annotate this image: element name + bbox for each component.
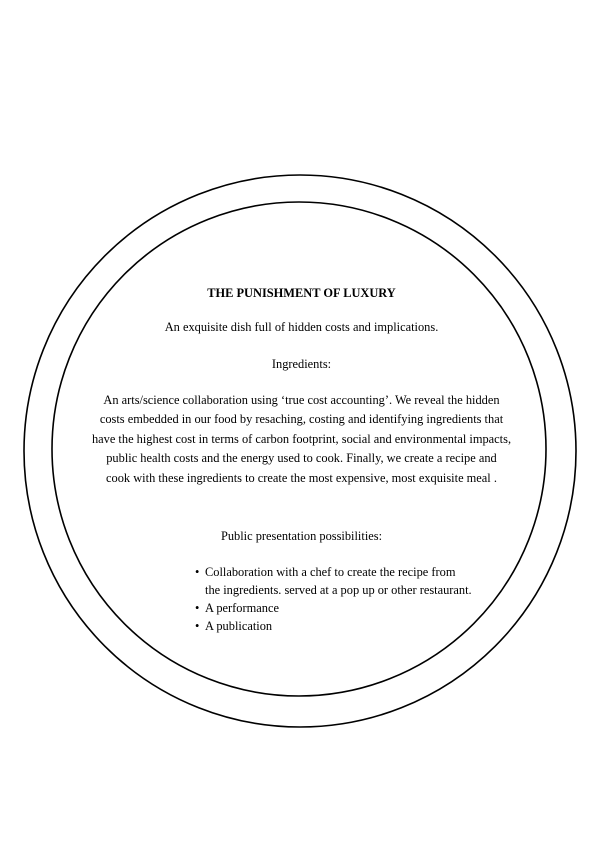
description-line: costs embedded in our food by resaching, costing and identifying ingredients that bbox=[99, 412, 504, 427]
list-item bbox=[195, 617, 518, 635]
document-tagline: An exquisite dish full of hidden costs and implications. bbox=[164, 320, 439, 334]
list-item-line: the ingredients. served at a pop up or other restaurant. bbox=[205, 583, 472, 598]
document-title: THE PUNISHMENT OF LUXURY bbox=[207, 286, 396, 300]
description-line: public health costs and the energy used to cook. Finally, we create a recipe and bbox=[106, 451, 497, 466]
presentation-heading: Public presentation possibilities: bbox=[220, 529, 383, 544]
ingredients-heading: Ingredients: bbox=[271, 357, 332, 371]
list-item-line: Collaboration with a chef to create the recipe from bbox=[205, 565, 456, 580]
bullet-icon: • bbox=[195, 619, 200, 634]
bullet-icon: • bbox=[195, 601, 200, 616]
list-item-line: A performance bbox=[205, 601, 279, 616]
description-line: have the highest cost in terms of carbon footprint, social and environmental impacts, bbox=[91, 431, 512, 446]
description-line: cook with these ingredients to create the most expensive, most exquisite meal . bbox=[106, 470, 497, 485]
presentation-list bbox=[195, 563, 518, 635]
list-item bbox=[195, 599, 518, 617]
description-paragraph bbox=[85, 391, 518, 488]
document-content bbox=[85, 284, 518, 635]
list-item bbox=[195, 563, 518, 599]
description-line: An arts/science collaboration using ‘true cost accounting’. We reveal the hidden bbox=[103, 393, 500, 407]
list-item-line: A publication bbox=[205, 619, 273, 634]
bullet-icon: • bbox=[195, 565, 200, 580]
